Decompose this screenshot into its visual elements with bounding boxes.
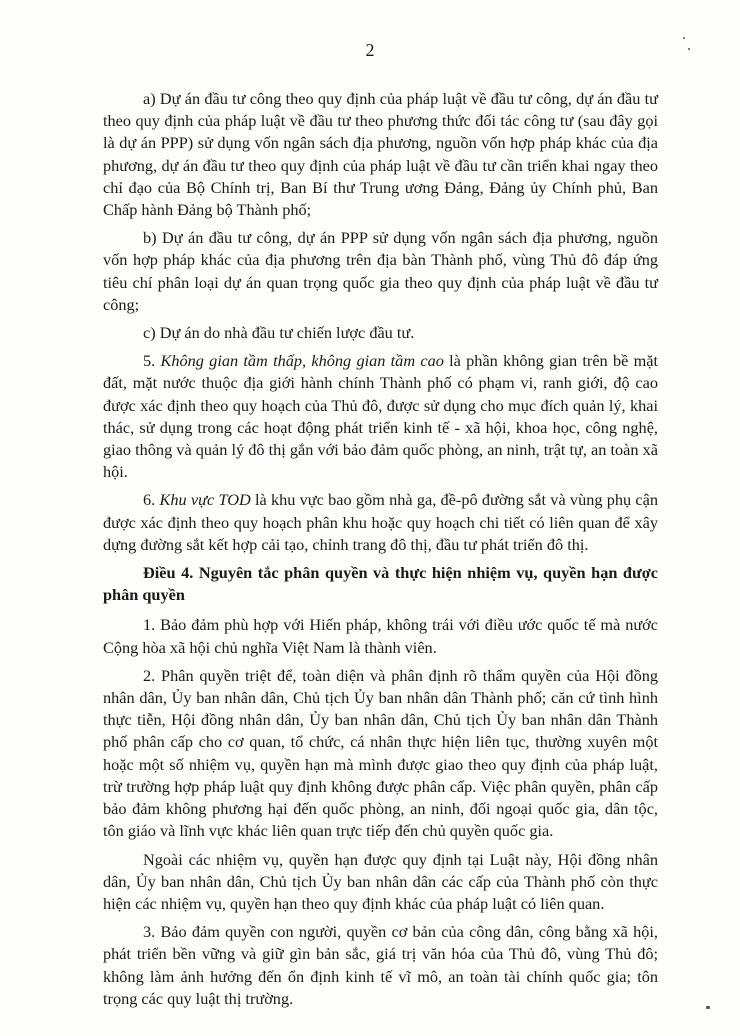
defined-term: Khu vực TOD bbox=[159, 490, 251, 510]
article-paragraph-1: 1. Bảo đảm phù hợp với Hiến pháp, không trái với điều ước quốc tế mà nước Cộng hòa xã hội chủ nghĩa Việt Nam là thành viên. bbox=[103, 615, 658, 657]
paragraph-c: c) Dự án do nhà đầu tư chiến lược đầu tư. bbox=[143, 323, 415, 343]
scan-speck bbox=[683, 37, 685, 39]
defined-term: Không gian tầm thấp, không gian tầm cao bbox=[160, 351, 444, 371]
article-paragraph-2-extra: Ngoài các nhiệm vụ, quyền hạn được quy định tại Luật này, Hội đồng nhân dân, Ủy ban nhân dân, Chủ tịch Ủy ban nhân dân các cấp của Thành phố còn thực hiện các nhiệm vụ, quyền hạn theo quy định khác của pháp luật có liên quan. bbox=[103, 849, 658, 913]
article-heading: Điều 4. Nguyên tắc phân quyền và thực hiện nhiệm vụ, quyền hạn được phân quyền bbox=[103, 563, 658, 605]
document-body bbox=[103, 88, 658, 1016]
clause-number: 5. bbox=[143, 351, 161, 371]
clause-number: 6. bbox=[143, 490, 160, 510]
definition-text: là khu vực bao gồm nhà ga, đề-pô đường sắt và vùng phụ cận được xác định theo quy hoạch phân khu hoặc quy hoạch chi tiết có liên quan để xây dựng đường sắt kết hợp cải tạo, chỉnh trang đô thị, đầu tư phát triển đô thị. bbox=[103, 490, 659, 554]
article-paragraph-3: 3. Bảo đảm quyền con người, quyền cơ bản của công dân, công bằng xã hội, phát triển bền vững và giữ gìn bản sắc, giá trị văn hóa của Thủ đô, vùng Thủ đô; không làm ảnh hưởng đến ổn định kinh tế vĩ mô, an toàn tài chính quốc gia; tôn trọng các quy luật thị trường. bbox=[103, 922, 658, 1008]
paragraph-b: b) Dự án đầu tư công, dự án PPP sử dụng vốn ngân sách địa phương, nguồn vốn hợp pháp khác của địa phương trên địa bàn Thành phố, vùng Thủ đô đáp ứng tiêu chí phân loại dự án quan trọng quốc gia theo quy định của pháp luật về đầu tư công; bbox=[103, 228, 658, 314]
scan-speck bbox=[688, 48, 690, 50]
paragraph-5 bbox=[103, 350, 658, 483]
article-paragraph-2: 2. Phân quyền triệt để, toàn diện và phân định rõ thẩm quyền của Hội đồng nhân dân, Ủy ban nhân dân, Chủ tịch Ủy ban nhân dân Thành phố; căn cứ tình hình thực tiễn, Hội đồng nhân dân, Ủy ban nhân dân, Chủ tịch Ủy ban nhân dân Thành phố phân cấp cho cơ quan, tổ chức, cá nhân thực hiện liên tục, thường xuyên một hoặc một số nhiệm vụ, quyền hạn mà mình được giao theo quy định của pháp luật, trừ trường hợp pháp luật quy định không được phân cấp. Việc phân quyền, phân cấp bảo đảm không phương hại đến quốc phòng, an ninh, đối ngoại quốc gia, dân tộc, tôn giáo và lĩnh vực khác liên quan trực tiếp đến chủ quyền quốc gia. bbox=[103, 665, 658, 841]
paragraph-a: a) Dự án đầu tư công theo quy định của pháp luật về đầu tư công, dự án đầu tư theo quy định của pháp luật về đầu tư theo phương thức đối tác công tư (sau đây gọi là dự án PPP) sử dụng vốn ngân sách địa phương, nguồn vốn hợp pháp khác của địa phương, dự án đầu tư theo quy định của pháp luật về đầu tư cần triển khai ngay theo chỉ đạo của Bộ Chính trị, Ban Bí thư Trung ương Đảng, Đảng ủy Chính phủ, Ban Chấp hành Đảng bộ Thành phố; bbox=[103, 89, 658, 220]
scan-speck bbox=[706, 1006, 710, 1009]
paragraph-6 bbox=[103, 489, 658, 556]
page-number: 2 bbox=[365, 40, 375, 60]
definition-text: là phần không gian trên bề mặt đất, mặt nước thuộc địa giới hành chính Thành phố có phạm vi, ranh giới, độ cao được xác định theo quy hoạch của Thủ đô, được sử dụng cho mục đích quản lý, khai thác, sử dụng trong các hoạt động phát triển kinh tế - xã hội, khoa học, công nghệ, giao thông và quản lý đô thị gắn với bảo đảm quốc phòng, an ninh, trật tự, an toàn xã hội. bbox=[103, 351, 659, 482]
